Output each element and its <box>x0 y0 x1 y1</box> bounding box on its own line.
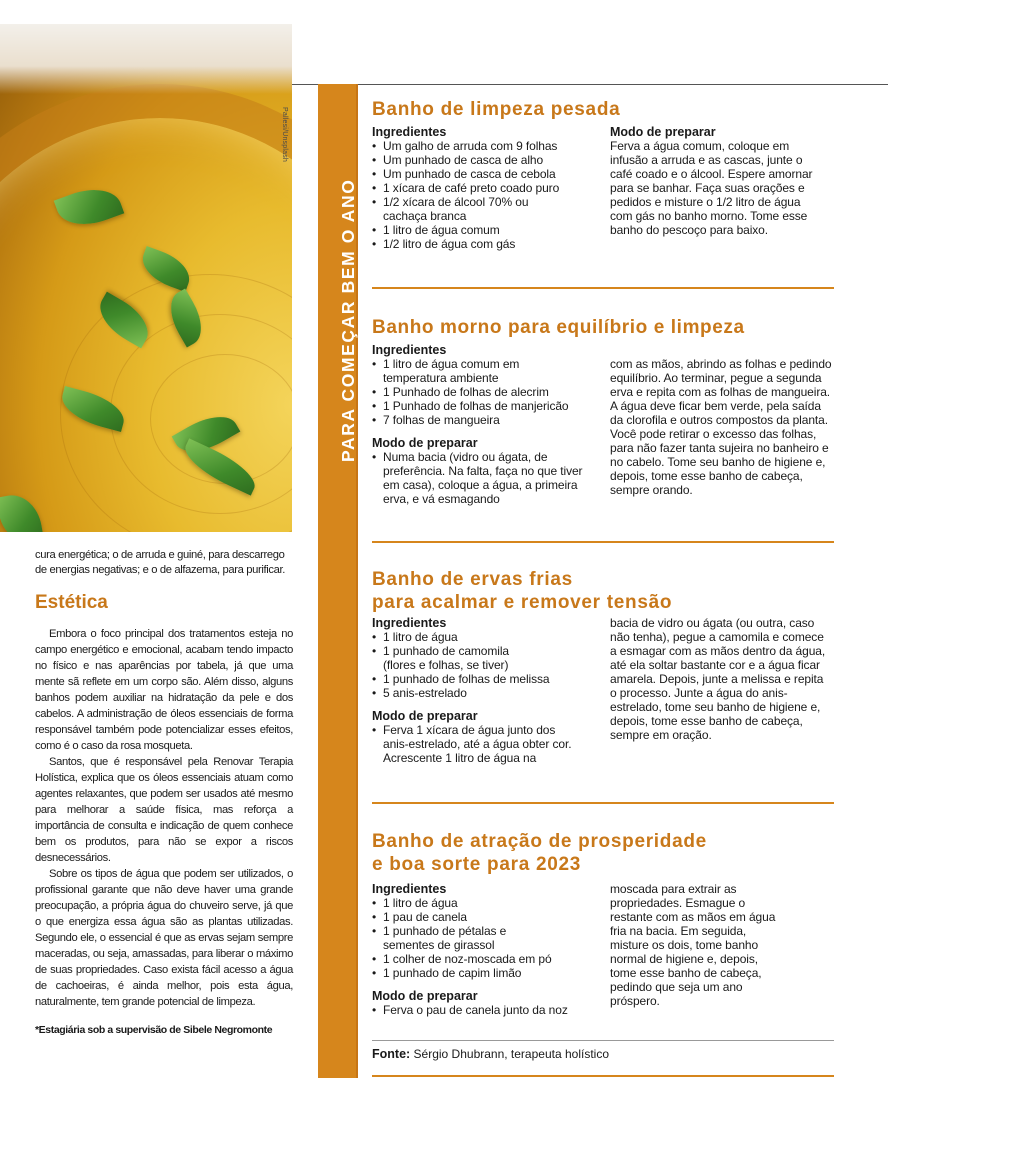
method-text-continued: moscada para extrair as propriedades. Esmague o restante com as mãos em água fria na bacia. Em seguida, misture os dois, tome banho normal de higiene e, depois, tome esse banho de cabeça, pedindo que seja um ano próspero. <box>610 882 776 1008</box>
method-list <box>372 450 610 506</box>
method-label: Modo de preparar <box>372 436 478 450</box>
method-label: Modo de preparar <box>372 989 478 1003</box>
ingredient-item: • Um galho de arruda com 9 folhas <box>372 139 610 153</box>
method-text: • Numa bacia (vidro ou ágata, de preferência. Na falta, faça no que tiver em casa), coloque a água, a primeira erva, e vá esmagando <box>372 450 610 506</box>
ingredient-item: • 5 anis-estrelado <box>372 686 610 700</box>
ingredients-label: Ingredientes <box>372 616 447 630</box>
background-cloth <box>0 24 292 94</box>
recipe-title <box>372 568 834 614</box>
photo-credit: Pallesi/Unsplash <box>281 107 288 162</box>
ingredient-item: • 7 folhas de mangueira <box>372 413 610 427</box>
ingredient-item: • 1 litro de água comum <box>372 223 610 237</box>
ingredient-item: • 1 litro de água <box>372 630 610 644</box>
ingredient-item: • 1 Punhado de folhas de alecrim <box>372 385 610 399</box>
ingredients-list <box>372 139 610 251</box>
recipe-title: Banho morno para equilíbrio e limpeza <box>372 317 745 338</box>
ingredients-list <box>372 896 610 980</box>
recipe-ervas-frias <box>372 568 834 765</box>
ingredients-label: Ingredientes <box>372 882 447 896</box>
method-label: Modo de preparar <box>610 125 716 139</box>
recipe-title-line: Banho de atração de prosperidade <box>372 831 707 852</box>
ingredient-item: • 1/2 xícara de álcool 70% ou cachaça branca <box>372 195 610 223</box>
source-text: Sérgio Dhubrann, terapeuta holístico <box>413 1047 609 1061</box>
top-rule <box>292 84 888 85</box>
ingredients-label: Ingredientes <box>372 125 447 139</box>
ingredient-item: • 1 Punhado de folhas de manjericão <box>372 399 610 413</box>
ingredient-item: • 1 litro de água <box>372 896 610 910</box>
body-paragraph: Embora o foco principal dos tratamentos esteja no campo energético e emocional, acabam tendo impacto no físico e nas aparências por tabela, já que uma mente sã reflete em um corpo são. Além disso, alguns banhos podem auxiliar na hidratação da pele e dos cabelos. A administração de óleos essenciais de forma responsável também pode potencializar esses efeitos, como é o caso da rosa mosqueta. <box>35 628 293 752</box>
method-text: Ferva a água comum, coloque em infusão a arruda e as cascas, junte o café coado e o álcool. Espere amornar para se banhar. Faça suas orações e pedidos e misture o 1/2 litro de água com gás no banho morno. Tome esse banho do pescoço para baixo. <box>610 139 813 237</box>
ingredient-item: • 1 punhado de camomila (flores e folhas, se tiver) <box>372 644 610 672</box>
source-line <box>372 1047 609 1061</box>
recipe-title <box>372 830 834 876</box>
soup-bowl-photo <box>0 24 292 532</box>
recipe-prosperidade <box>372 830 834 1017</box>
method-text: • Ferva o pau de canela junto da noz <box>372 1003 610 1017</box>
ingredient-item: • 1 punhado de folhas de melissa <box>372 672 610 686</box>
recipe-title: Banho de limpeza pesada <box>372 99 621 120</box>
left-column <box>35 548 293 1036</box>
caption-text: cura energética; o de arruda e guiné, para descarrego de energias negativas; e o de alfazema, para purificar. <box>35 549 286 576</box>
section-rule <box>372 287 834 289</box>
ingredient-item: • Um punhado de casca de cebola <box>372 167 610 181</box>
ingredients-label: Ingredientes <box>372 343 447 357</box>
method-list <box>372 723 610 765</box>
method-text-continued: com as mãos, abrindo as folhas e pedindo equilíbrio. Ao terminar, pegue a segunda erva e repita com as folhas de mangueira. A água deve ficar bem verde, pela saída da clorofila e outros compostos da planta. Você pode retirar o excesso das folhas, para não fazer tanta sujeira no banheiro e no cabelo. Tome seu banho de higiene e, depois, tome esse banho de cabeça, sempre orando. <box>610 357 832 497</box>
body-paragraph: Sobre os tipos de água que podem ser utilizados, o profissional garante que não deve haver uma grande preocupação, a própria água do chuveiro serve, já que o que energiza essa água são as plantas utilizadas. Segundo ele, o essencial é que as ervas sejam sempre maceradas, ou seja, amassadas, para liberar o máximo de suas propriedades. Caso exista fácil acesso a água de cachoeiras, é ainda melhor, pois esta água, naturalmente, tem grande potencial de limpeza. <box>35 868 293 1008</box>
section-heading-estetica: Estética <box>35 592 108 613</box>
ingredient-item: • 1 litro de água comum em temperatura ambiente <box>372 357 610 385</box>
source-rule <box>372 1040 834 1041</box>
vertical-section-title: PARA COMEÇAR BEM O ANO <box>338 178 358 462</box>
recipe-title-line: e boa sorte para 2023 <box>372 854 582 875</box>
section-rule <box>372 541 834 543</box>
ingredient-item: • 1 colher de noz-moscada em pó <box>372 952 610 966</box>
method-text-continued: bacia de vidro ou ágata (ou outra, caso não tenha), pegue a camomila e comece a esmagar com as mãos dentro da água, até ela soltar bastante cor e a água ficar amarela. Depois, junte a melissa e repita o processo. Junte a água do anis-estrelado, tome seu banho de higiene e, depois, tome esse banho de cabeça, sempre em oração. <box>610 616 826 742</box>
ingredient-item: • 1 punhado de capim limão <box>372 966 610 980</box>
ingredient-item: • 1/2 litro de água com gás <box>372 237 610 251</box>
method-text: • Ferva 1 xícara de água junto dos anis-estrelado, até a água obter cor. Acrescente 1 litro de água na <box>372 723 610 765</box>
intern-signature: *Estagiária sob a supervisão de Sibele Negromonte <box>35 1024 273 1036</box>
method-list <box>372 1003 610 1017</box>
ingredients-list <box>372 630 610 700</box>
ingredient-item: • 1 pau de canela <box>372 910 610 924</box>
section-rule <box>372 802 834 804</box>
method-label: Modo de preparar <box>372 709 478 723</box>
ingredient-item: • 1 xícara de café preto coado puro <box>372 181 610 195</box>
source-label: Fonte: <box>372 1047 411 1061</box>
body-paragraph: Santos, que é responsável pela Renovar Terapia Holística, explica que os óleos essenciais atuam como agentes relaxantes, que podem ser usados até mesmo para melhorar a saúde física, mas reforça a importância de consulta e indicação de quem conhece bem os produtos, para não se expor a riscos desnecessários. <box>35 756 293 864</box>
recipe-title-line: Banho de ervas frias <box>372 569 573 590</box>
ingredients-list <box>372 357 610 427</box>
recipe-morno-equilibrio <box>372 316 834 506</box>
section-rule <box>372 1075 834 1077</box>
ingredient-item: • Um punhado de casca de alho <box>372 153 610 167</box>
recipe-title-line: para acalmar e remover tensão <box>372 592 673 613</box>
recipe-limpeza-pesada <box>372 98 834 251</box>
ingredient-item: • 1 punhado de pétalas e sementes de girassol <box>372 924 610 952</box>
